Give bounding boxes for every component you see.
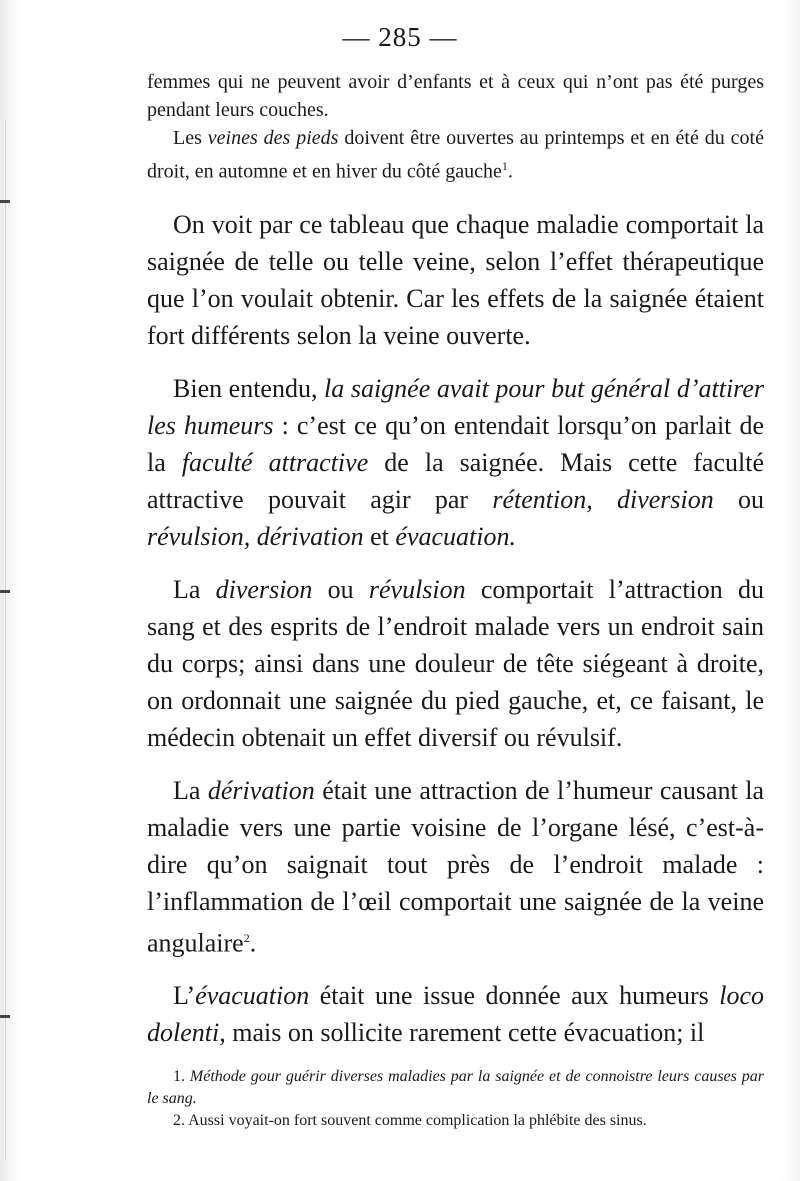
paragraph-5: La diversion ou révulsion comportait l’attraction du sang et des esprits de l’endroit malade vers un endroit sain du corps; ainsi dans une douleur de tête siégeant à droite, on ordonnait une saignée du pied gauche, et, ce faisant, le médecin obtenait un effet diversif ou révulsif.: [147, 574, 765, 752]
footnote-2: [147, 1110, 764, 1132]
paragraph-6: La dérivation était une attraction de l’humeur causant la maladie vers une partie voisine de l’organe lésé, c’est-à-dire qu’on saignait tout près de l’endroit malade : l’inflammation de l’œil comportait une saignée de la veine angulaire$^2$.: [147, 775, 764, 958]
emphasis: veines des pieds: [207, 127, 339, 149]
emphasis: dérivation: [207, 775, 315, 805]
paragraph-2: Les veines des pieds doivent être ouvertes au printemps et en été du coté droit, en automne et en hiver du côté gauche$^1$.: [147, 127, 764, 183]
footnote-text: Aussi voyait-on fort souvent comme complication la phlébite des sinus.: [188, 1112, 647, 1129]
emphasis: révulsion: [368, 574, 466, 604]
emphasis: la saignée avait pour but général d’attirer les humeurs: [147, 373, 764, 440]
paragraph-7: L’évacuation était une issue donnée aux humeurs loco dolenti, mais on sollicite rarement cette évacuation; il: [147, 981, 764, 1048]
body-text: [147, 68, 764, 1051]
emphasis: évacuation.: [395, 521, 516, 551]
emphasis: diversion: [215, 574, 313, 604]
paragraph-3: On voit par ce tableau que chaque maladie comportait la saignée de telle ou telle veine, selon l’effet thérapeutique que l’on voulait obtenir. Car les effets de la saignée étaient fort différents selon la veine ouverte.: [147, 209, 764, 350]
emphasis: évacuation: [195, 981, 310, 1011]
paragraph-1: femmes qui ne peuvent avoir d’enfants et à ceux qui n’ont pas été purges pendant leurs couches.: [147, 71, 764, 121]
footnote-1: [147, 1066, 764, 1110]
paragraph-4: Bien entendu, la saignée avait pour but général d’attirer les humeurs : c’est ce qu’on entendait lorsqu’on parlait de la faculté attractive de la saignée. Mais cette faculté attractive pouvait agir par rétention, diversion ou révulsion, dérivation et évacuation.: [147, 373, 765, 551]
footnote-ref: 1: [501, 159, 508, 173]
emphasis: révulsion, dérivation: [147, 521, 364, 551]
footnote-ref: 2: [243, 930, 250, 945]
footnote-number: 1.: [173, 1068, 185, 1085]
page-edge-line: [5, 120, 6, 1160]
edge-mark: [0, 200, 10, 203]
page-number: — 285 —: [342, 22, 458, 52]
edge-mark: [0, 1015, 10, 1018]
emphasis: faculté attractive: [181, 447, 369, 477]
emphasis: loco dolenti: [147, 981, 764, 1048]
footnote-text: Méthode gour guérir diverses maladies par la saignée et de connoistre leurs causes par le sang.: [147, 1068, 765, 1107]
emphasis: rétention, diversion: [492, 484, 714, 514]
edge-mark: [0, 590, 10, 593]
footnotes: [147, 1066, 764, 1132]
footnote-number: 2.: [173, 1112, 185, 1129]
